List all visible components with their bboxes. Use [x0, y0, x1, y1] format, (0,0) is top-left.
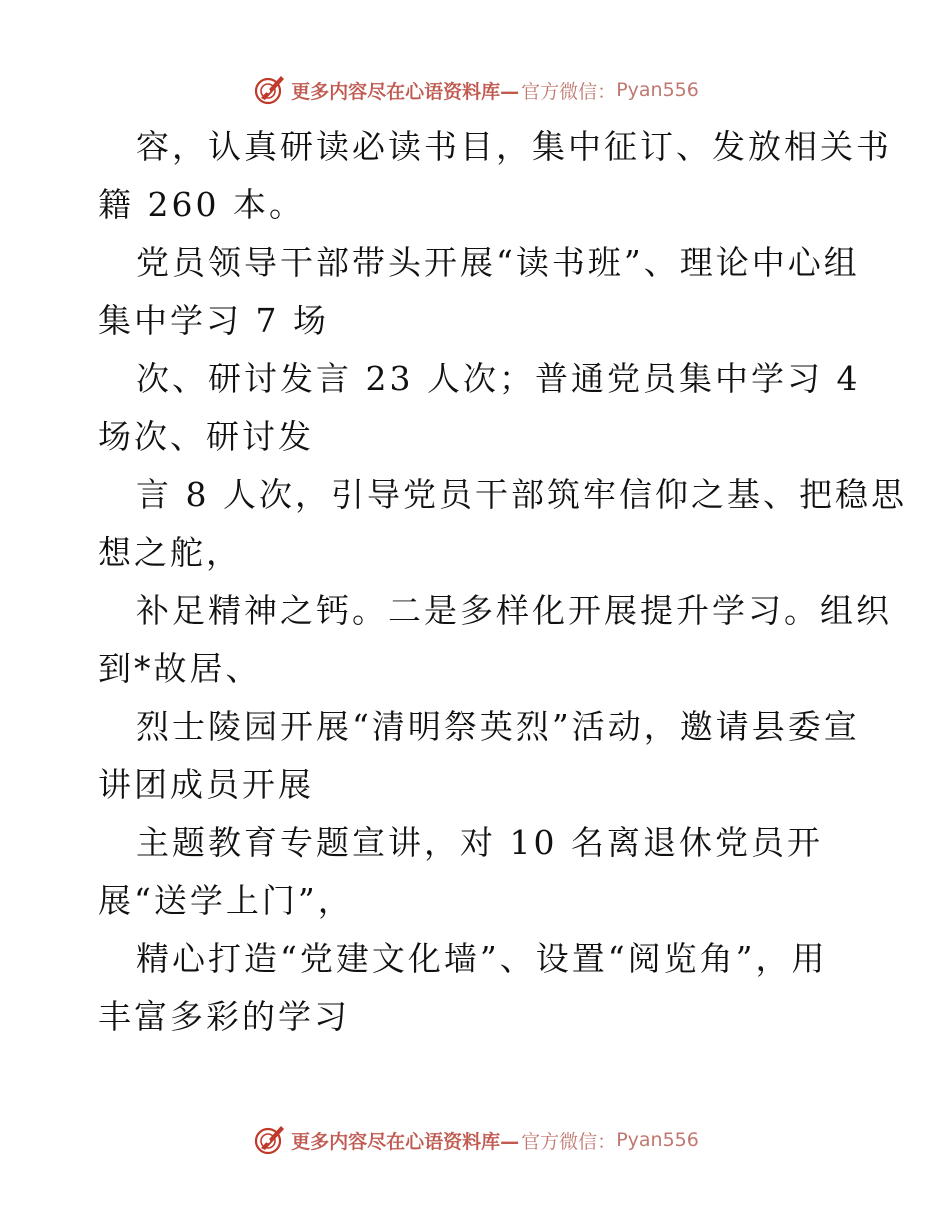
text-line: 讲团成员开展 — [98, 765, 314, 804]
watermark-wechat-id: Pyan556 — [616, 79, 699, 101]
footer-watermark — [0, 1120, 950, 1160]
watermark-wechat-label: 官方微信： — [521, 80, 617, 103]
text-line: 想之舵， — [98, 533, 242, 572]
watermark-wechat-id: Pyan556 — [616, 1129, 699, 1151]
text-line: 次、研讨发言 23 人次；普通党员集中学习 4 — [136, 359, 861, 398]
header-watermark — [0, 70, 950, 110]
text-line: 丰富多彩的学习 — [98, 997, 350, 1036]
watermark-text: 更多内容尽在心语资料库— — [291, 80, 520, 103]
document-body — [98, 118, 907, 1046]
text-line: 场次、研讨发 — [98, 417, 314, 456]
watermark-wechat-label: 官方微信： — [521, 1130, 617, 1153]
text-line: 籍 260 本。 — [98, 185, 305, 224]
text-line: 主题教育专题宣讲，对 10 名离退休党员开 — [136, 823, 823, 862]
text-line: 言 8 人次，引导党员干部筑牢信仰之基、把稳思 — [136, 475, 907, 514]
quill-logo-icon — [251, 1122, 287, 1158]
text-line: 党员领导干部带头开展“读书班”、理论中心组 — [136, 243, 860, 282]
text-line: 展“送学上门”， — [98, 881, 354, 920]
quill-logo-icon — [251, 72, 287, 108]
text-line: 集中学习 7 场 — [98, 301, 329, 340]
text-line: 补足精神之钙。二是多样化开展提升学习。组织 — [136, 591, 892, 630]
text-line: 精心打造“党建文化墙”、设置“阅览角”，用 — [136, 939, 828, 978]
text-line: 容，认真研读必读书目，集中征订、发放相关书 — [136, 127, 892, 166]
watermark-text: 更多内容尽在心语资料库— — [291, 1130, 520, 1153]
text-line: 到*故居、 — [98, 649, 262, 688]
text-line: 烈士陵园开展“清明祭英烈”活动，邀请县委宣 — [136, 707, 860, 746]
